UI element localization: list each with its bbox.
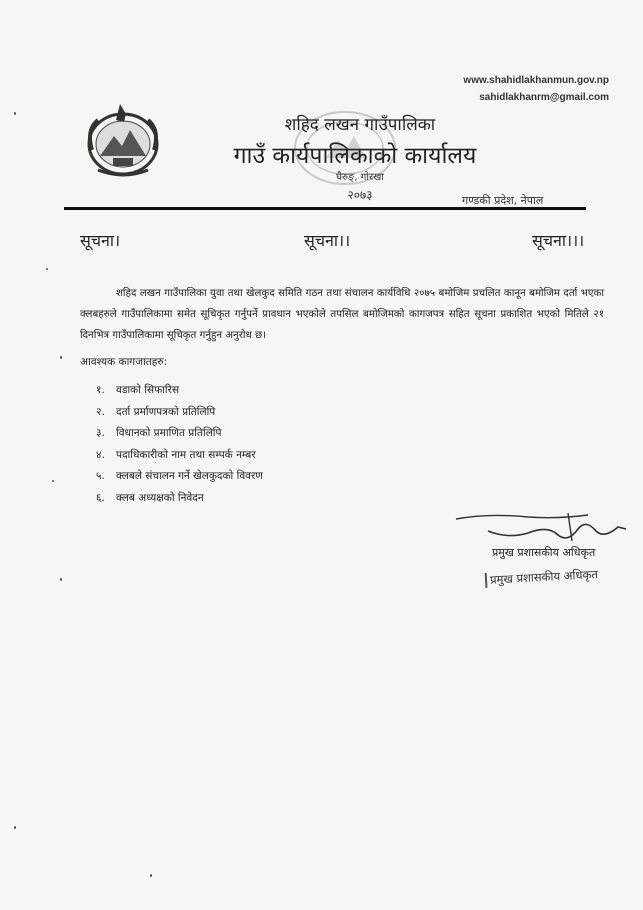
nepal-emblem-icon — [80, 100, 166, 180]
office-name: शहिद लखन गाउँपालिका — [284, 115, 436, 135]
office-title: गाउँ कार्यपालिकाको कार्यालय — [233, 143, 477, 169]
list-item — [96, 402, 263, 424]
list-item — [96, 466, 263, 488]
list-text: क्लब अध्यक्षको निवेदन — [116, 491, 204, 504]
list-text: क्लबले संचालन गर्ने खेलकुदको विवरण — [116, 470, 263, 483]
list-item — [96, 445, 263, 467]
website-text: www.shahidlakhanmun.gov.np — [463, 75, 609, 86]
list-number: ५. — [96, 470, 105, 483]
list-text: पदाधिकारीको नाम तथा सम्पर्क नम्बर — [116, 448, 256, 461]
list-item — [96, 488, 263, 510]
scan-speck — [150, 874, 152, 877]
email-text: sahidlakhanrm@gmail.com — [479, 92, 609, 103]
signatory-title: प्रमुख प्रशासकीय अधिकृत — [492, 546, 596, 559]
contact-info — [463, 72, 609, 106]
scan-speck — [46, 268, 48, 270]
notice-paragraph: शहिद लखन गाउँपालिका युवा तथा खेलकुद समिति गठन तथा संचालन कार्यविधि २०७५ बमोजिम प्रचलित कानून बमोजिम दर्ता भएका क्लबहरुले गाउँपालिकामा समेत सूचिकृत गर्नुपर्ने प्रावधान भएकोले तपसिल बमोजिमको कागजपत्र सहित सूचना प्रकाशित भएको मितिले २१ दिनभित्र गाउँपालिकामा सूचिकृत गर्नुहुन अनुरोध छ। — [80, 288, 604, 341]
header-divider — [64, 207, 586, 210]
scan-speck — [60, 356, 62, 359]
list-number: ६. — [96, 491, 105, 504]
list-item — [96, 423, 263, 445]
scan-speck — [14, 826, 16, 829]
notice-heading-2: सूचना।। — [304, 231, 351, 250]
notice-heading-3: सूचना।।। — [532, 231, 585, 250]
province-text: गण्डकी प्रदेश, नेपाल — [462, 194, 544, 207]
signatory-stamp: प्रमुख प्रशासकीय अधिकृत — [485, 567, 599, 588]
list-number: १. — [96, 384, 105, 396]
documents-list — [96, 380, 263, 510]
handwritten-signature-icon — [448, 505, 638, 545]
list-text: वडाको सिफारिस — [116, 384, 180, 396]
list-number: ३. — [96, 427, 105, 440]
notice-heading-1: सूचना। — [80, 231, 121, 250]
documents-heading: आवश्यक कागजातहरु: — [80, 356, 168, 368]
office-address: घैरुङ्, गोरखा — [336, 172, 384, 183]
list-number: ४. — [96, 448, 105, 461]
scan-speck — [52, 480, 54, 482]
scan-speck — [14, 112, 16, 115]
scan-speck — [60, 578, 62, 581]
list-text: विधानको प्रमाणित प्रतिलिपि — [116, 427, 222, 440]
established-year: २०७३ — [347, 188, 373, 202]
list-item — [96, 380, 263, 402]
list-text: दर्ता प्रर्माणपत्रको प्रतिलिपि — [116, 405, 216, 418]
list-number: २. — [96, 405, 105, 418]
